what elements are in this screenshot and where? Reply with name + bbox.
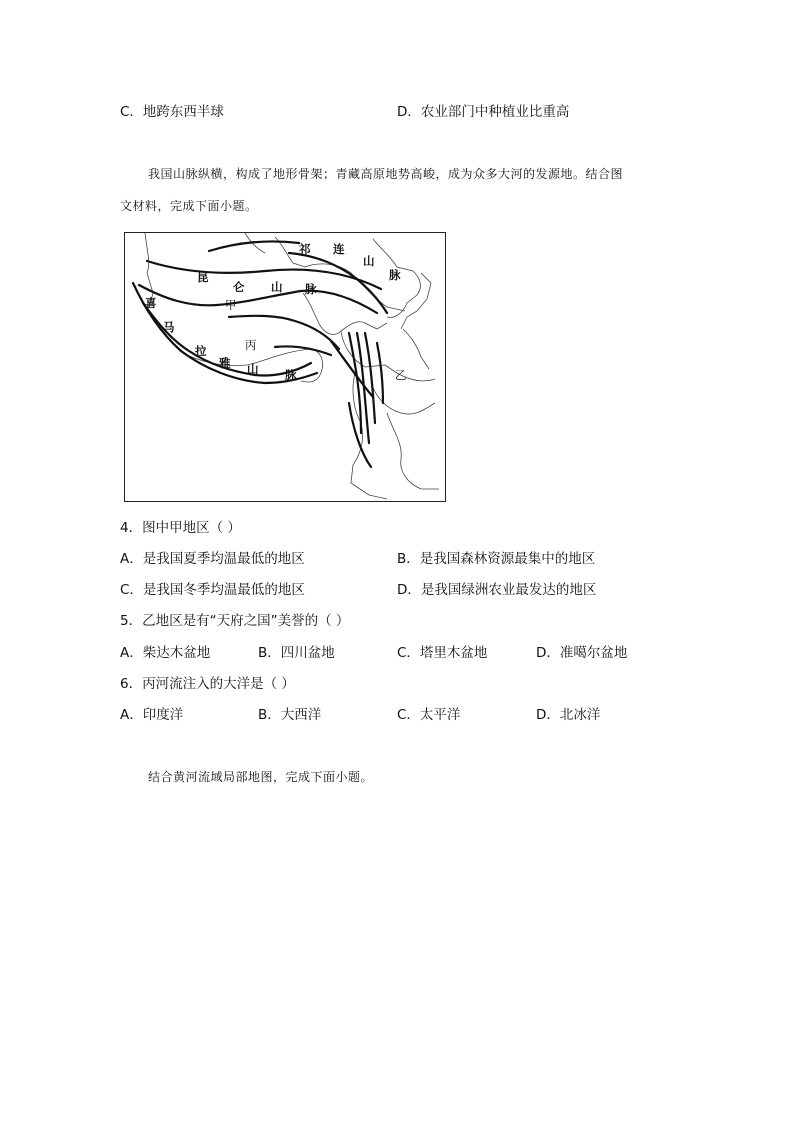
q4-option-d[interactable]: D．是我国绿洲农业最发达的地区 <box>397 582 597 598</box>
q6-option-a[interactable]: A．印度洋 <box>120 707 184 723</box>
q6-stem: 6．丙河流注入的大洋是（ ） <box>120 676 295 692</box>
boundary-yunnan-north <box>371 383 435 414</box>
label-jia: 甲 <box>225 298 237 312</box>
label-shan3: 山 <box>247 362 259 376</box>
label-yi: 乙 <box>395 368 407 382</box>
q4-option-b[interactable]: B．是我国森林资源最集中的地区 <box>397 551 596 567</box>
q5-stem: 5．乙地区是有“天府之国”美誉的（ ） <box>120 613 350 629</box>
q6-option-d[interactable]: D．北冰洋 <box>536 707 601 723</box>
intro-line-1: 我国山脉纵横，构成了地形骨架；青藏高原地势高峻，成为众多大河的发源地。结合图 <box>148 167 624 181</box>
label-mai3: 脉 <box>285 368 297 382</box>
map-figure <box>124 232 446 502</box>
prev-option-c: C．地跨东西半球 <box>120 104 224 120</box>
intro2-line: 结合黄河流域局部地图，完成下面小题。 <box>148 770 374 784</box>
label-mai1: 脉 <box>389 268 401 282</box>
q5-option-d[interactable]: D．准噶尔盆地 <box>536 645 628 661</box>
boundary-east <box>401 273 431 329</box>
label-qi: 祁 <box>299 242 311 256</box>
label-la: 拉 <box>195 344 207 358</box>
q4-option-c[interactable]: C．是我国冬季均温最低的地区 <box>120 582 305 598</box>
label-ya: 雅 <box>219 356 231 370</box>
label-ma: 马 <box>163 320 175 334</box>
q4-option-a[interactable]: A．是我国夏季均温最低的地区 <box>120 551 305 567</box>
label-shan1: 山 <box>363 254 375 268</box>
label-lun: 仑 <box>233 280 245 294</box>
map-svg <box>125 233 445 501</box>
boundary-chongqing <box>403 329 429 369</box>
prev-option-d: D．农业部门中种植业比重高 <box>397 104 570 120</box>
q5-option-c[interactable]: C．塔里木盆地 <box>397 645 488 661</box>
label-kun: 昆 <box>197 270 209 284</box>
kunlun-mountains <box>139 285 377 313</box>
kunlun-north-edge <box>147 261 381 289</box>
label-mai2: 脉 <box>305 282 317 296</box>
q6-option-b[interactable]: B．大西洋 <box>258 707 322 723</box>
label-lian: 连 <box>333 242 345 256</box>
boundary-middle <box>303 293 387 334</box>
bing-river-line <box>275 346 331 355</box>
label-shan2: 山 <box>271 280 283 294</box>
q6-option-c[interactable]: C．太平洋 <box>397 707 461 723</box>
label-bing: 丙 <box>245 338 257 352</box>
mountain-top-arc <box>209 241 299 251</box>
hengduan-4 <box>377 343 383 403</box>
q4-stem: 4．图中甲地区（ ） <box>120 520 241 536</box>
q5-option-a[interactable]: A．柴达木盆地 <box>120 645 211 661</box>
boundary-yunnan-east <box>387 413 439 489</box>
mountain-lines <box>133 241 387 467</box>
label-xi: 喜 <box>145 296 157 310</box>
intro-line-2: 文材料，完成下面小题。 <box>120 199 258 213</box>
q5-option-b[interactable]: B．四川盆地 <box>258 645 335 661</box>
map-labels <box>145 242 407 382</box>
